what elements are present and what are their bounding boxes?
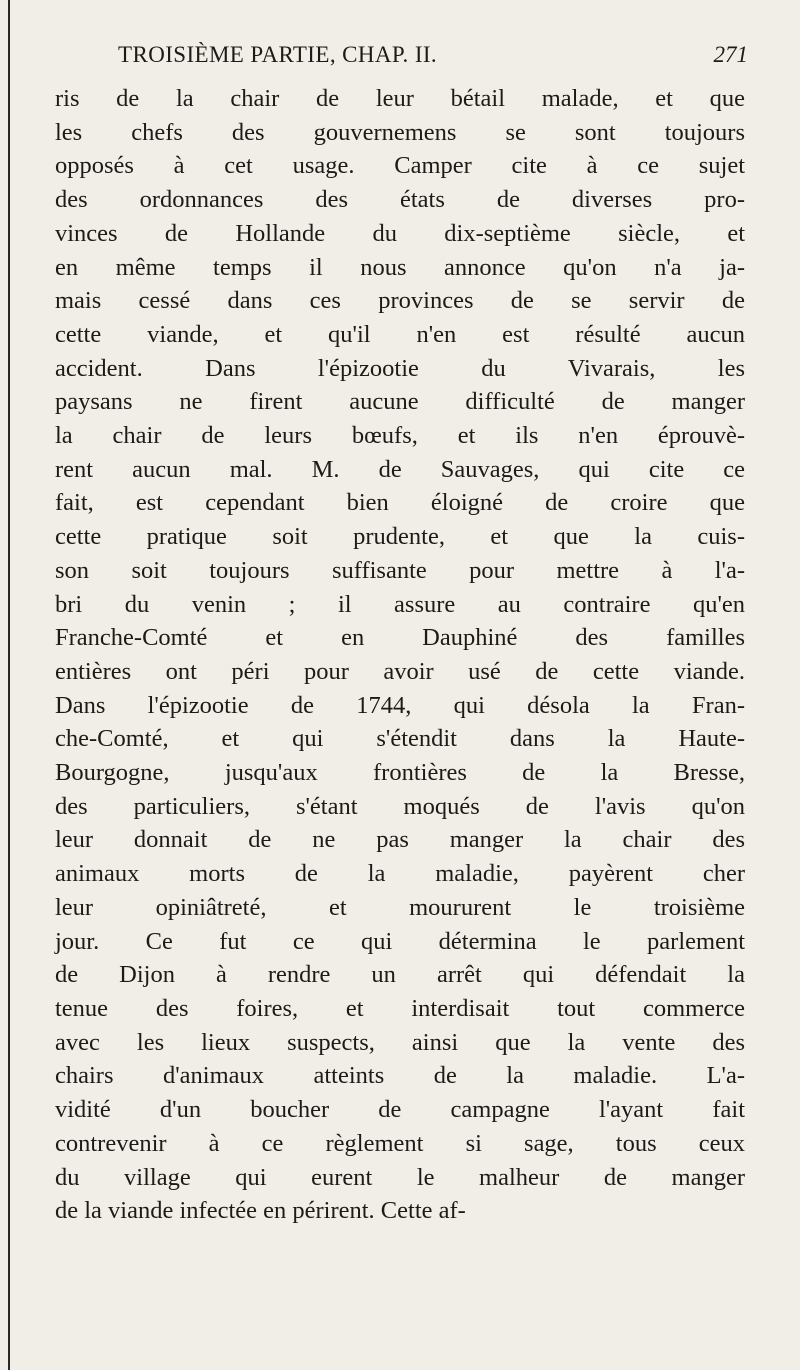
text-line: cette viande, et qu'il n'en est résulté aucun: [55, 320, 745, 348]
text-line: chairs d'animaux atteints de la maladie. L'a-: [55, 1062, 745, 1090]
text-line: cette pratique soit prudente, et que la cuis-: [55, 523, 745, 551]
text-line: vinces de Hollande du dix-septième siècle, et: [55, 219, 745, 247]
text-line: animaux morts de la maladie, payèrent cher: [55, 860, 745, 888]
text-line: bri du venin ; il assure au contraire qu'en: [55, 590, 745, 618]
text-line: les chefs des gouvernemens se sont toujours: [55, 118, 745, 146]
text-line: contrevenir à ce règlement si sage, tous ceux: [55, 1129, 745, 1157]
text-line: jour. Ce fut ce qui détermina le parlement: [55, 927, 745, 955]
text-line: de Dijon à rendre un arrêt qui défendait la: [55, 961, 745, 989]
page-edge-rule: [8, 0, 10, 1370]
text-line: che-Comté, et qui s'étendit dans la Haute-: [55, 725, 745, 753]
text-line: rent aucun mal. M. de Sauvages, qui cite ce: [55, 455, 745, 483]
text-line: Dans l'épizootie de 1744, qui désola la Fran-: [55, 691, 745, 719]
text-line: leur opiniâtreté, et moururent le troisième: [55, 893, 745, 921]
page-header: [58, 42, 748, 82]
text-line: tenue des foires, et interdisait tout commerce: [55, 994, 745, 1022]
text-line: ris de la chair de leur bétail malade, et que: [55, 85, 745, 112]
text-line: accident. Dans l'épizootie du Vivarais, les: [55, 354, 745, 382]
text-line: opposés à cet usage. Camper cite à ce sujet: [55, 152, 745, 180]
text-line: des particuliers, s'étant moqués de l'avis qu'on: [55, 792, 745, 820]
text-line: en même temps il nous annonce qu'on n'a ja-: [55, 253, 745, 281]
text-line: Bourgogne, jusqu'aux frontières de la Bresse,: [55, 759, 745, 787]
text-line: entières ont péri pour avoir usé de cette viande.: [55, 657, 745, 685]
text-line: fait, est cependant bien éloigné de croire que: [55, 489, 745, 517]
text-line: de la viande infectée en périrent. Cette af-: [55, 1197, 466, 1225]
running-head: TROISIÈME PARTIE, CHAP. II.: [118, 42, 438, 67]
text-line: du village qui eurent le malheur de manger: [55, 1163, 745, 1191]
body-text: [55, 82, 745, 1228]
text-line: la chair de leurs bœufs, et ils n'en éprouvè-: [55, 422, 745, 450]
text-line: Franche-Comté et en Dauphiné des familles: [55, 624, 745, 652]
text-line: avec les lieux suspects, ainsi que la vente des: [55, 1028, 745, 1056]
text-line: paysans ne firent aucune difficulté de manger: [55, 388, 745, 416]
text-line: des ordonnances des états de diverses pro-: [55, 186, 745, 214]
text-line: son soit toujours suffisante pour mettre à l'a-: [55, 556, 745, 584]
text-line: leur donnait de ne pas manger la chair des: [55, 826, 745, 854]
text-line: mais cessé dans ces provinces de se servir de: [55, 287, 745, 315]
page-number: 271: [713, 42, 748, 67]
text-line: vidité d'un boucher de campagne l'ayant fait: [55, 1096, 745, 1124]
